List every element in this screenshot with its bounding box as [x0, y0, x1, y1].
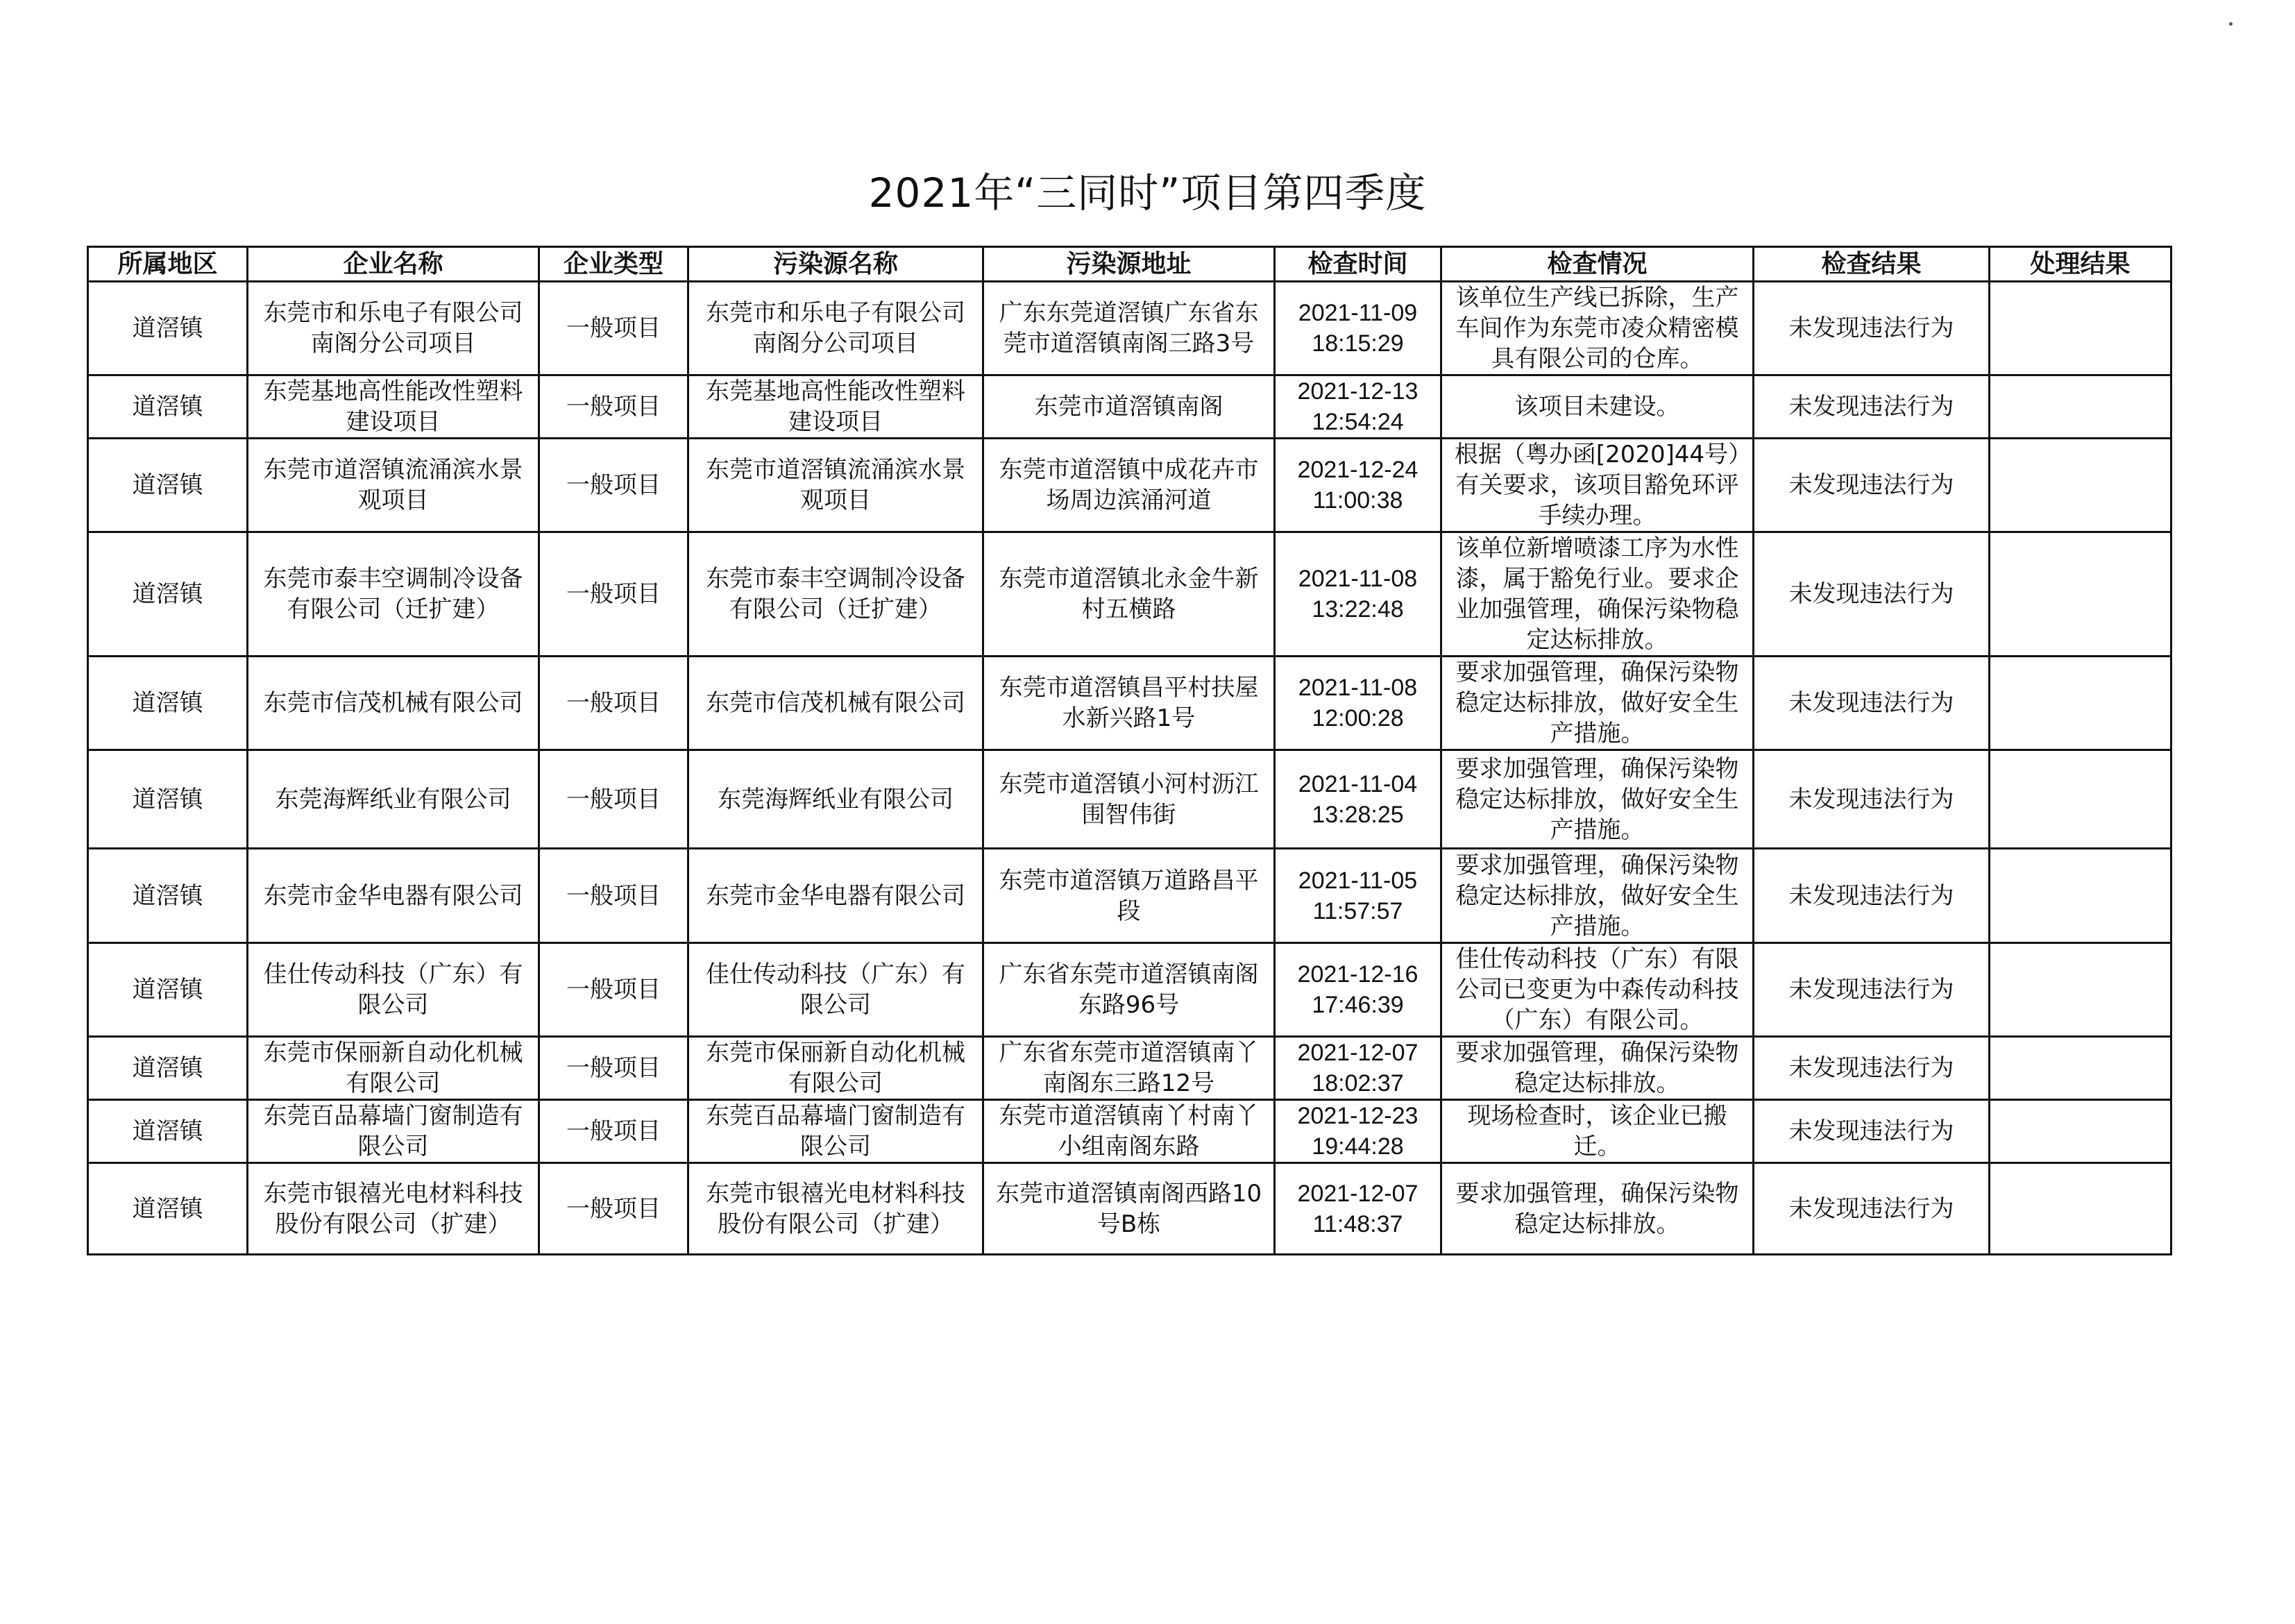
cell-inspection: 要求加强管理，确保污染物稳定达标排放。 — [1441, 1163, 1754, 1255]
check-clock: 12:54:24 — [1312, 409, 1404, 435]
cell-handling — [1990, 282, 2171, 375]
check-clock: 13:22:48 — [1312, 596, 1404, 623]
cell-result: 未发现违法行为 — [1754, 943, 1990, 1037]
cell-result: 未发现违法行为 — [1754, 532, 1990, 657]
cell-type: 一般项目 — [539, 532, 688, 657]
cell-handling — [1990, 1100, 2171, 1163]
cell-inspection: 根据（粤办函[2020]44号）有关要求，该项目豁免环评手续办理。 — [1441, 439, 1754, 532]
check-date: 2021-11-04 — [1298, 770, 1418, 797]
cell-inspection: 佳仕传动科技（广东）有限公司已变更为中森传动科技（广东）有限公司。 — [1441, 943, 1754, 1037]
cell-company: 东莞市银禧光电材料科技股份有限公司（扩建） — [248, 1163, 539, 1255]
table-row — [88, 1163, 2171, 1255]
cell-result: 未发现违法行为 — [1754, 657, 1990, 750]
cell-region: 道滘镇 — [88, 282, 248, 375]
cell-type: 一般项目 — [539, 439, 688, 532]
cell-source-name: 东莞市保丽新自动化机械有限公司 — [688, 1037, 983, 1100]
check-date: 2021-11-08 — [1298, 566, 1418, 592]
cell-company: 东莞市道滘镇流涌滨水景观项目 — [248, 439, 539, 532]
table-row — [88, 943, 2171, 1037]
inspection-table — [87, 246, 2172, 1255]
header-check-time: 检查时间 — [1275, 247, 1441, 282]
cell-company: 东莞市金华电器有限公司 — [248, 849, 539, 943]
cell-check-time — [1275, 1163, 1441, 1255]
check-date: 2021-11-05 — [1298, 867, 1418, 894]
cell-check-time — [1275, 943, 1441, 1037]
cell-company: 东莞市和乐电子有限公司南阁分公司项目 — [248, 282, 539, 375]
check-date: 2021-12-07 — [1297, 1180, 1419, 1207]
cell-check-time — [1275, 750, 1441, 849]
cell-handling — [1990, 375, 2171, 439]
header-result: 检查结果 — [1754, 247, 1990, 282]
cell-inspection: 该单位生产线已拆除，生产车间作为东莞市凌众精密模具有限公司的仓库。 — [1441, 282, 1754, 375]
table-row — [88, 750, 2171, 849]
header-source-name: 污染源名称 — [688, 247, 983, 282]
page-title: 2021年“三同时”项目第四季度 — [868, 169, 1427, 217]
cell-result: 未发现违法行为 — [1754, 750, 1990, 849]
cell-handling — [1990, 943, 2171, 1037]
cell-source-name: 东莞海辉纸业有限公司 — [688, 750, 983, 849]
header-region: 所属地区 — [88, 247, 248, 282]
cell-region: 道滘镇 — [88, 1163, 248, 1255]
cell-source-name: 东莞市信茂机械有限公司 — [688, 657, 983, 750]
cell-address: 东莞市道滘镇北永金牛新村五横路 — [983, 532, 1275, 657]
check-date: 2021-12-07 — [1297, 1040, 1419, 1066]
cell-type: 一般项目 — [539, 750, 688, 849]
cell-check-time — [1275, 375, 1441, 439]
cell-handling — [1990, 657, 2171, 750]
cell-check-time — [1275, 282, 1441, 375]
cell-region: 道滘镇 — [88, 750, 248, 849]
cell-company: 东莞百品幕墙门窗制造有限公司 — [248, 1100, 539, 1163]
cell-address: 东莞市道滘镇南阁西路10号B栋 — [983, 1163, 1275, 1255]
table-row — [88, 1037, 2171, 1100]
cell-region: 道滘镇 — [88, 657, 248, 750]
table-row — [88, 1100, 2171, 1163]
check-clock: 11:57:57 — [1312, 897, 1403, 924]
cell-result: 未发现违法行为 — [1754, 1037, 1990, 1100]
check-clock: 17:46:39 — [1312, 992, 1404, 1018]
cell-company: 东莞基地高性能改性塑料建设项目 — [248, 375, 539, 439]
cell-company: 东莞市信茂机械有限公司 — [248, 657, 539, 750]
cell-check-time — [1275, 439, 1441, 532]
check-clock: 19:44:28 — [1312, 1133, 1404, 1160]
cell-address: 东莞市道滘镇万道路昌平段 — [983, 849, 1275, 943]
cell-type: 一般项目 — [539, 1100, 688, 1163]
cell-handling — [1990, 439, 2171, 532]
table-row — [88, 849, 2171, 943]
cell-address: 广东东莞道滘镇广东省东莞市道滘镇南阁三路3号 — [983, 282, 1275, 375]
table-row — [88, 375, 2171, 439]
cell-type: 一般项目 — [539, 282, 688, 375]
check-date: 2021-11-08 — [1298, 675, 1418, 701]
header-inspection: 检查情况 — [1441, 247, 1754, 282]
cell-region: 道滘镇 — [88, 849, 248, 943]
cell-source-name: 东莞基地高性能改性塑料建设项目 — [688, 375, 983, 439]
check-clock: 13:28:25 — [1312, 801, 1404, 828]
cell-check-time — [1275, 1037, 1441, 1100]
cell-type: 一般项目 — [539, 1037, 688, 1100]
cell-result: 未发现违法行为 — [1754, 1163, 1990, 1255]
cell-source-name: 东莞市道滘镇流涌滨水景观项目 — [688, 439, 983, 532]
cell-handling — [1990, 532, 2171, 657]
table-row — [88, 439, 2171, 532]
check-date: 2021-12-23 — [1297, 1103, 1419, 1129]
cell-region: 道滘镇 — [88, 439, 248, 532]
check-date: 2021-12-24 — [1297, 457, 1419, 483]
cell-address: 东莞市道滘镇南阁 — [983, 375, 1275, 439]
cell-source-name: 东莞市金华电器有限公司 — [688, 849, 983, 943]
cell-handling — [1990, 1037, 2171, 1100]
table-row — [88, 657, 2171, 750]
cell-source-name: 佳仕传动科技（广东）有限公司 — [688, 943, 983, 1037]
cell-address: 东莞市道滘镇南丫村南丫小组南阁东路 — [983, 1100, 1275, 1163]
table-row — [88, 282, 2171, 375]
cell-result: 未发现违法行为 — [1754, 282, 1990, 375]
cell-check-time — [1275, 849, 1441, 943]
cell-type: 一般项目 — [539, 1163, 688, 1255]
check-clock: 11:00:38 — [1312, 487, 1403, 514]
cell-company: 佳仕传动科技（广东）有限公司 — [248, 943, 539, 1037]
cell-result: 未发现违法行为 — [1754, 439, 1990, 532]
cell-source-name: 东莞市和乐电子有限公司南阁分公司项目 — [688, 282, 983, 375]
cell-inspection: 该项目未建设。 — [1441, 375, 1754, 439]
cell-check-time — [1275, 657, 1441, 750]
cell-type: 一般项目 — [539, 849, 688, 943]
cell-address: 东莞市道滘镇中成花卉市场周边滨涌河道 — [983, 439, 1275, 532]
cell-result: 未发现违法行为 — [1754, 849, 1990, 943]
cell-check-time — [1275, 1100, 1441, 1163]
cell-inspection: 要求加强管理，确保污染物稳定达标排放，做好安全生产措施。 — [1441, 849, 1754, 943]
header-company: 企业名称 — [248, 247, 539, 282]
cell-inspection: 要求加强管理，确保污染物稳定达标排放，做好安全生产措施。 — [1441, 750, 1754, 849]
header-address: 污染源地址 — [983, 247, 1275, 282]
table-row — [88, 532, 2171, 657]
check-clock: 12:00:28 — [1312, 705, 1404, 731]
cell-source-name: 东莞百品幕墙门窗制造有限公司 — [688, 1100, 983, 1163]
cell-region: 道滘镇 — [88, 943, 248, 1037]
cell-region: 道滘镇 — [88, 1037, 248, 1100]
cell-handling — [1990, 1163, 2171, 1255]
scan-speck — [2229, 22, 2233, 26]
cell-inspection: 要求加强管理，确保污染物稳定达标排放。 — [1441, 1037, 1754, 1100]
cell-type: 一般项目 — [539, 943, 688, 1037]
cell-check-time — [1275, 532, 1441, 657]
header-type: 企业类型 — [539, 247, 688, 282]
cell-region: 道滘镇 — [88, 375, 248, 439]
check-clock: 18:02:37 — [1312, 1070, 1404, 1097]
cell-result: 未发现违法行为 — [1754, 375, 1990, 439]
cell-type: 一般项目 — [539, 375, 688, 439]
cell-address: 广东省东莞市道滘镇南丫南阁东三路12号 — [983, 1037, 1275, 1100]
cell-address: 广东省东莞市道滘镇南阁东路96号 — [983, 943, 1275, 1037]
cell-region: 道滘镇 — [88, 532, 248, 657]
cell-inspection: 现场检查时，该企业已搬迁。 — [1441, 1100, 1754, 1163]
cell-source-name: 东莞市银禧光电材料科技股份有限公司（扩建） — [688, 1163, 983, 1255]
table-header-row — [88, 247, 2171, 282]
check-date: 2021-12-13 — [1297, 378, 1419, 405]
cell-result: 未发现违法行为 — [1754, 1100, 1990, 1163]
cell-address: 东莞市道滘镇小河村沥江围智伟街 — [983, 750, 1275, 849]
check-clock: 11:48:37 — [1312, 1210, 1403, 1237]
cell-address: 东莞市道滘镇昌平村扶屋水新兴路1号 — [983, 657, 1275, 750]
cell-inspection: 要求加强管理，确保污染物稳定达标排放，做好安全生产措施。 — [1441, 657, 1754, 750]
cell-company: 东莞市泰丰空调制冷设备有限公司（迁扩建） — [248, 532, 539, 657]
cell-type: 一般项目 — [539, 657, 688, 750]
cell-company: 东莞市保丽新自动化机械有限公司 — [248, 1037, 539, 1100]
header-handling: 处理结果 — [1990, 247, 2171, 282]
cell-handling — [1990, 849, 2171, 943]
cell-company: 东莞海辉纸业有限公司 — [248, 750, 539, 849]
cell-inspection: 该单位新增喷漆工序为水性漆，属于豁免行业。要求企业加强管理，确保污染物稳定达标排放。 — [1441, 532, 1754, 657]
check-date: 2021-11-09 — [1298, 300, 1418, 326]
check-date: 2021-12-16 — [1297, 961, 1419, 988]
cell-handling — [1990, 750, 2171, 849]
cell-region: 道滘镇 — [88, 1100, 248, 1163]
check-clock: 18:15:29 — [1312, 330, 1404, 357]
cell-source-name: 东莞市泰丰空调制冷设备有限公司（迁扩建） — [688, 532, 983, 657]
